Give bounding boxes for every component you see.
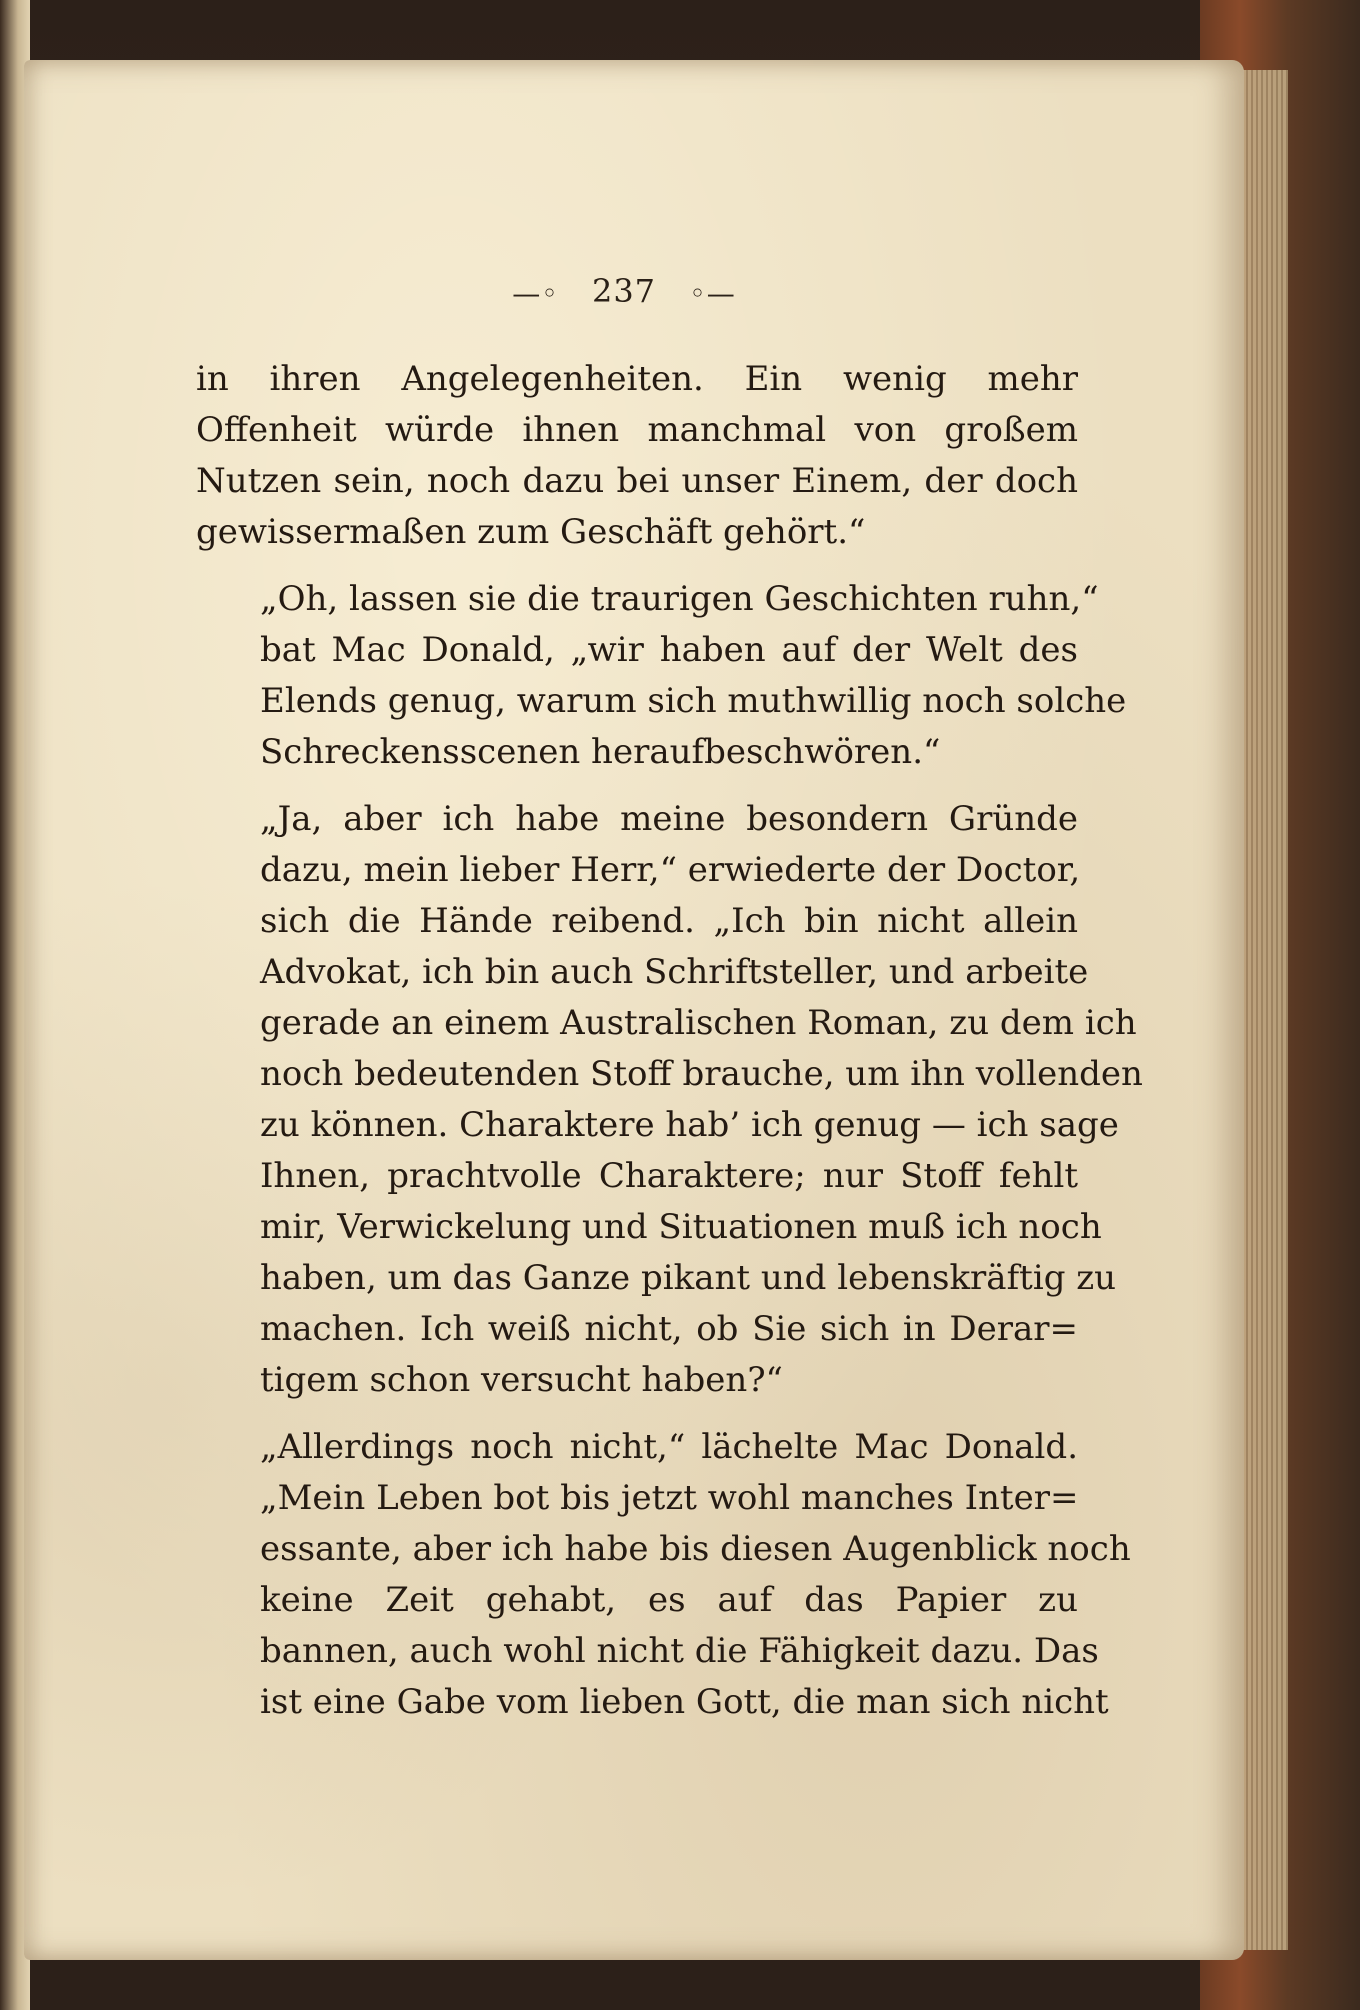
text-line: machen. Ich weiß nicht, ob Sie sich in Derar=	[260, 1309, 1078, 1349]
page-number: 237	[591, 272, 657, 310]
text-line: zu können. Charaktere hab’ ich genug — ich sage	[260, 1105, 1119, 1145]
text-line: Offenheit würde ihnen manchmal von großem	[196, 410, 1078, 450]
text-line: Ihnen, prachtvolle Charaktere; nur Stoff fehlt	[260, 1156, 1078, 1196]
text-line: gewissermaßen zum Geschäft gehört.“	[196, 512, 866, 552]
text-line: haben, um das Ganze pikant und lebenskräftig zu	[260, 1258, 1117, 1298]
text-line: „Ja, aber ich habe meine besondern Gründe	[260, 799, 1078, 839]
paragraph-2	[196, 574, 1127, 778]
text-line: noch bedeutenden Stoff brauche, um ihn vollenden	[260, 1054, 1143, 1094]
text-line: „Oh, lassen sie die traurigen Geschichten ruhn,“	[260, 579, 1099, 619]
text-line: Nutzen sein, noch dazu bei unser Einem, der doch	[196, 461, 1078, 501]
text-line: gerade an einem Australischen Roman, zu dem ich	[260, 1003, 1137, 1043]
text-line: tigem schon versucht haben?“	[260, 1360, 783, 1400]
paragraph-1	[196, 354, 1078, 558]
text-line: essante, aber ich habe bis diesen Augenblick noch	[260, 1529, 1131, 1569]
body-text	[196, 354, 1143, 1744]
text-line: bat Mac Donald, „wir haben auf der Welt des	[260, 630, 1078, 670]
text-line: Advokat, ich bin auch Schriftsteller, und arbeite	[260, 952, 1089, 992]
text-line: „Mein Leben bot bis jetzt wohl manches Inter=	[260, 1478, 1079, 1518]
text-line: sich die Hände reibend. „Ich bin nicht allein	[260, 901, 1078, 941]
text-line: „Allerdings noch nicht,“ lächelte Mac Donald.	[260, 1427, 1078, 1467]
text-line: in ihren Angelegenheiten. Ein wenig mehr	[196, 359, 1078, 399]
text-line: keine Zeit gehabt, es auf das Papier zu	[260, 1580, 1078, 1620]
text-line: dazu, mein lieber Herr,“ erwiederte der Doctor,	[260, 850, 1081, 890]
header-ornament-left: —◦	[512, 277, 559, 310]
paragraph-4	[196, 1422, 1131, 1728]
paragraph-3	[196, 794, 1143, 1406]
book-page	[24, 60, 1244, 1960]
text-line: ist eine Gabe vom lieben Gott, die man sich nicht	[260, 1682, 1109, 1722]
text-line: Schreckensscenen heraufbeschwören.“	[260, 732, 941, 772]
text-line: Elends genug, warum sich muthwillig noch solche	[260, 681, 1127, 721]
text-line: mir, Verwickelung und Situationen muß ich noch	[260, 1207, 1102, 1247]
text-line: bannen, auch wohl nicht die Fähigkeit dazu. Das	[260, 1631, 1099, 1671]
page-header	[24, 272, 1224, 310]
header-ornament-right: ◦—	[689, 277, 736, 310]
